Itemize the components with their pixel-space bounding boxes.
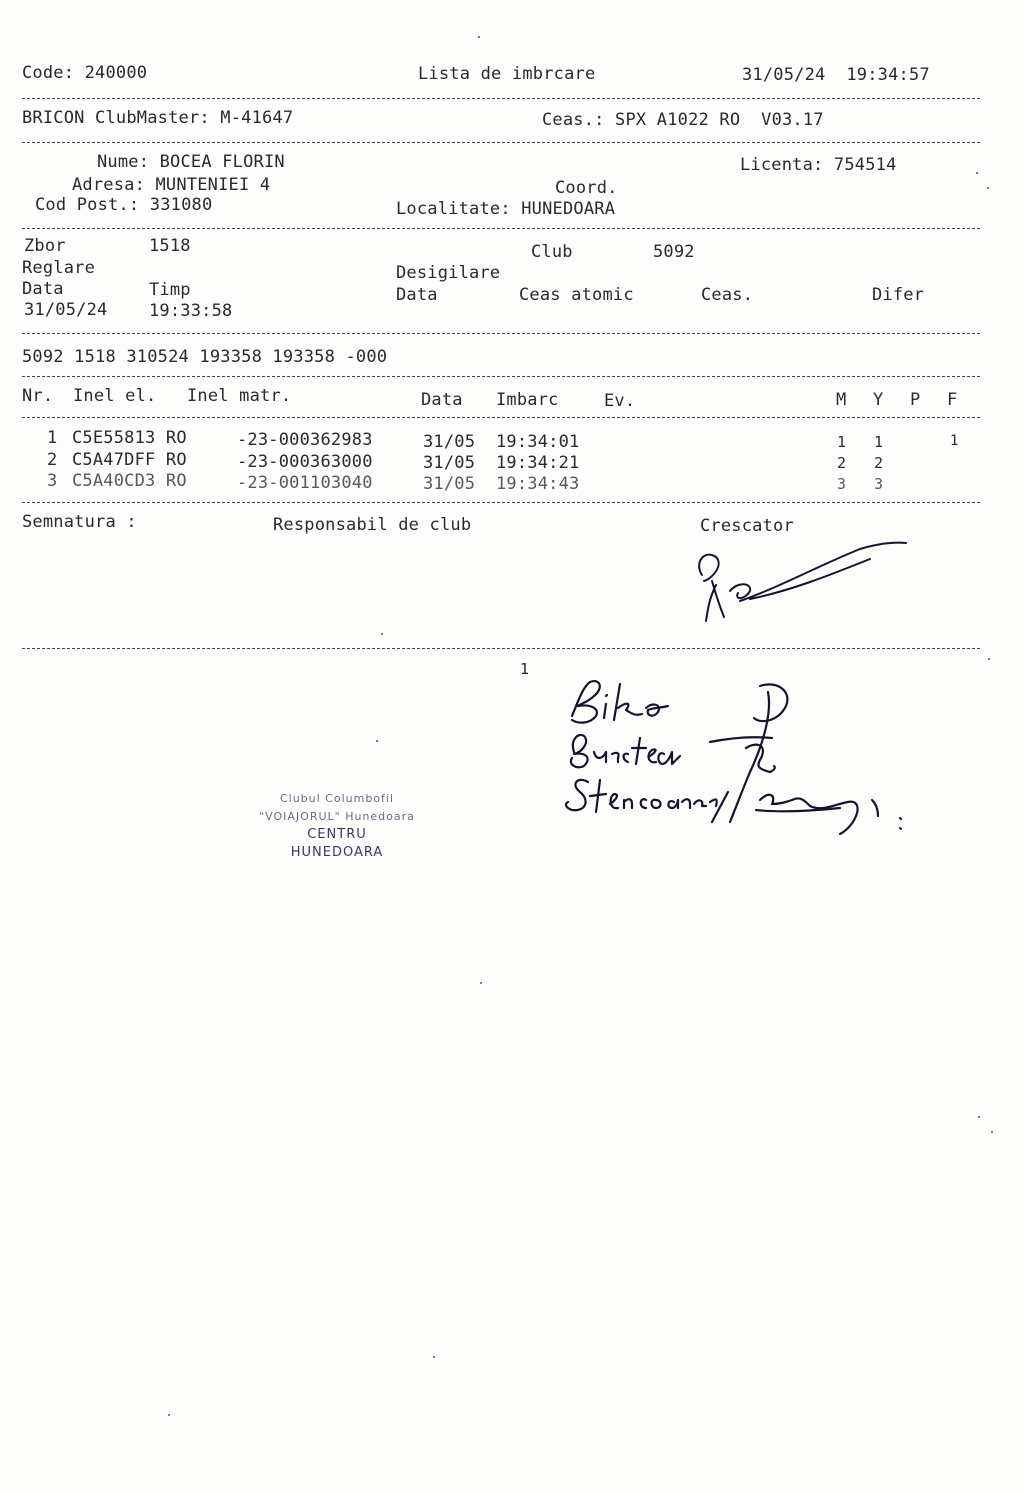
postal-code: Cod Post.: 331080 — [35, 195, 213, 215]
row-nr: 2 — [47, 450, 58, 470]
scan-speck — [478, 36, 480, 38]
separator — [22, 333, 980, 334]
row-f: 1 — [950, 433, 959, 449]
stamp-line4: HUNEDOARA — [290, 845, 384, 860]
separator — [22, 376, 980, 377]
separator — [22, 648, 980, 649]
row-m: 3 — [837, 475, 847, 493]
locality: Localitate: HUNEDOARA — [396, 199, 616, 219]
ceas-label: Ceas. — [701, 285, 754, 305]
scan-speck — [381, 633, 383, 635]
row-inel-matr: -23-001103040 — [237, 473, 373, 493]
row-imbarc: 19:34:01 — [496, 432, 580, 452]
separator — [22, 228, 980, 229]
separator — [22, 142, 980, 143]
difer-label: Difer — [872, 285, 925, 305]
stamp-line3: CENTRU — [307, 827, 367, 842]
row-y: 2 — [874, 454, 884, 472]
row-imbarc: 19:34:21 — [496, 453, 580, 473]
row-nr: 1 — [47, 428, 58, 448]
scan-speck — [976, 172, 978, 174]
code-label: Code: 240000 — [22, 63, 148, 83]
scan-speck — [987, 187, 989, 189]
scan-speck — [988, 658, 990, 660]
owner-name: Nume: BOCEA FLORIN — [97, 152, 285, 172]
row-inel-el: C5A47DFF RO — [72, 450, 187, 470]
club-label: Club — [531, 242, 573, 262]
owner-address: Adresa: MUNTENIEI 4 — [72, 175, 271, 195]
committee-signatures — [560, 672, 910, 842]
clock-id: Ceas.: SPX A1022 RO V03.17 — [542, 110, 824, 130]
col-inel-matr: Inel matr. — [187, 386, 292, 406]
row-y: 1 — [874, 433, 884, 451]
desigilare-label: Desigilare — [396, 263, 501, 283]
reglare-time: 19:33:58 — [149, 301, 233, 321]
col-ev: Ev. — [604, 391, 636, 411]
scan-speck — [433, 1356, 435, 1358]
col-p: P — [910, 390, 921, 410]
col-m: M — [836, 390, 847, 410]
crescator-label: Crescator — [700, 516, 794, 536]
responsabil-label: Responsabil de club — [273, 515, 472, 535]
document-title: Lista de imbrcare — [418, 64, 596, 84]
club-number: 5092 — [653, 242, 695, 262]
row-inel-matr: -23-000363000 — [237, 452, 373, 472]
flight-label: Zbor — [24, 236, 66, 256]
stamp-line2: "VOIAJORUL" Hunedoara — [259, 810, 415, 823]
scan-speck — [978, 1116, 980, 1118]
row-inel-el: C5A40CD3 RO — [72, 471, 187, 491]
scan-speck — [376, 740, 378, 742]
scan-speck — [480, 982, 482, 984]
row-inel-matr: -23-000362983 — [237, 430, 373, 450]
timp-label: Timp — [149, 280, 191, 300]
row-m: 1 — [837, 433, 847, 451]
clubmaster-id: BRICON ClubMaster: M-41647 — [22, 108, 294, 128]
col-y: Y — [873, 390, 884, 410]
row-data: 31/05 — [423, 453, 476, 473]
desigilare-data-label: Data — [396, 285, 438, 305]
reglare-date: 31/05/24 — [24, 300, 108, 320]
row-imbarc: 19:34:43 — [496, 474, 580, 494]
col-nr: Nr. — [22, 386, 54, 406]
col-f: F — [947, 390, 958, 410]
semnatura-label: Semnatura : — [22, 512, 137, 532]
club-stamp — [222, 790, 452, 862]
data-label: Data — [22, 279, 64, 299]
row-nr: 3 — [47, 471, 58, 491]
print-datetime: 31/05/24 19:34:57 — [742, 65, 930, 85]
stamp-line1: Clubul Columbofil — [279, 792, 395, 805]
crescator-signature — [690, 535, 920, 630]
row-data: 31/05 — [423, 474, 476, 494]
reglare-label: Reglare — [22, 258, 96, 278]
col-imbarc: Imbarc — [496, 390, 559, 410]
row-y: 3 — [874, 475, 884, 493]
row-data: 31/05 — [423, 432, 476, 452]
scan-speck — [168, 1414, 170, 1416]
license-number: Licenta: 754514 — [740, 155, 897, 175]
coord-label: Coord. — [555, 178, 618, 198]
scan-speck — [991, 1131, 993, 1133]
ceas-atomic-label: Ceas atomic — [519, 285, 634, 305]
row-inel-el: C5E55813 RO — [72, 428, 187, 448]
separator — [22, 417, 980, 418]
page-number: 1 — [520, 660, 530, 678]
summary-line: 5092 1518 310524 193358 193358 -000 — [22, 347, 388, 367]
col-inel-el: Inel el. — [73, 386, 157, 406]
row-m: 2 — [837, 454, 847, 472]
col-data: Data — [421, 390, 463, 410]
separator — [22, 502, 980, 503]
flight-number: 1518 — [149, 236, 191, 256]
separator — [22, 98, 980, 99]
